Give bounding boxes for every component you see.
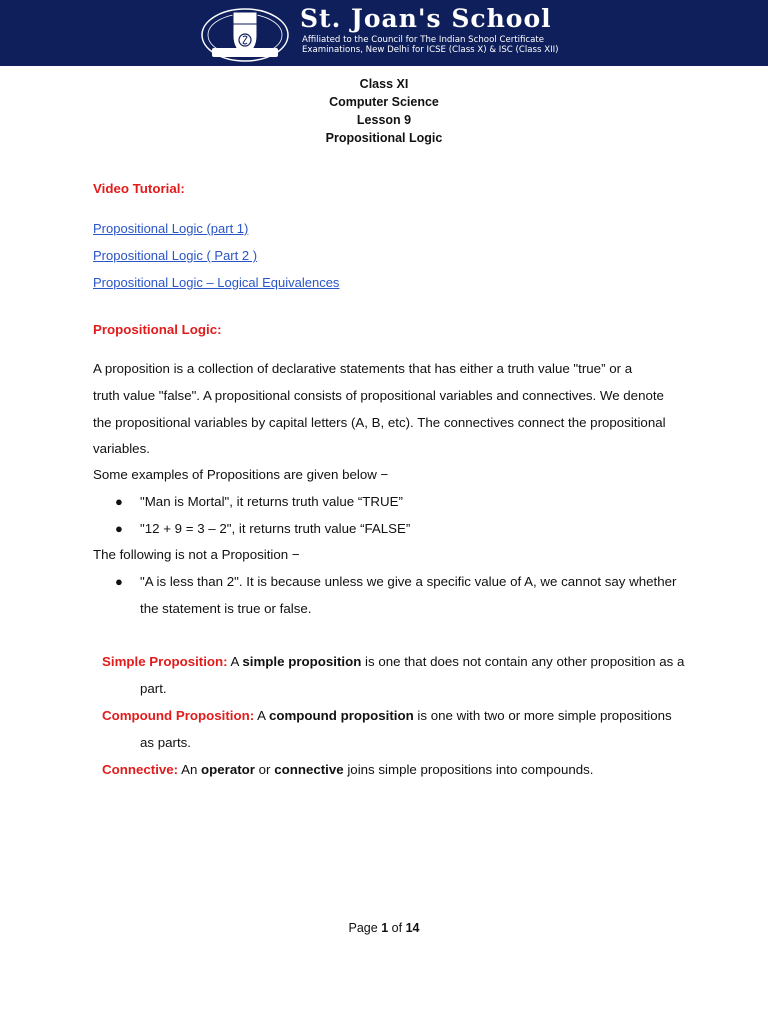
definition-term: connective	[274, 762, 344, 777]
definition-text: A	[254, 708, 269, 723]
compound-proposition-continuation: as parts.	[140, 735, 191, 750]
definition-text: or	[254, 762, 275, 777]
video-tutorial-label: Video Tutorial:	[93, 181, 185, 196]
class-heading: Class XI	[359, 77, 409, 91]
school-affiliation-tagline	[302, 35, 559, 55]
definition-term: compound proposition	[268, 708, 414, 723]
page-total-number: 14	[405, 921, 420, 935]
paragraph-line: truth value "false". A propositional consists of propositional variables and connectives. We denote	[93, 388, 664, 403]
definition-text: joins simple propositions into compounds.	[343, 762, 594, 777]
non-example-line: the statement is true or false.	[140, 601, 312, 616]
of-word: of	[391, 921, 403, 935]
paragraph-line: variables.	[93, 441, 150, 456]
example-item: "12 + 9 = 3 – 2", it returns truth value “FALSE”	[140, 521, 411, 536]
topic-heading: Propositional Logic	[325, 131, 443, 145]
tagline-line-1: Affiliated to the Council for The Indian School Certificate	[302, 35, 545, 45]
paragraph-line: the propositional variables by capital letters (A, B, etc). The connectives connect the propositional	[93, 415, 666, 430]
page-footer	[0, 921, 768, 935]
school-name: St. Joan's School	[300, 4, 552, 33]
connective-label: Connective:	[102, 762, 179, 777]
definition-text: A	[227, 654, 243, 669]
school-crest-logo	[200, 2, 290, 64]
definition-text: is one that does not contain any other proposition as a	[361, 654, 685, 669]
bullet-icon: ●	[115, 574, 123, 589]
lesson-heading: Lesson 9	[356, 113, 412, 127]
subject-heading: Computer Science	[329, 95, 439, 109]
school-header-banner	[0, 0, 768, 66]
paragraph-line: A proposition is a collection of declarative statements that has either a truth value "true” or a	[93, 361, 633, 376]
link-propositional-logic-part-1[interactable]: Propositional Logic (part 1)	[93, 221, 249, 236]
propositional-logic-section-label: Propositional Logic:	[93, 322, 222, 337]
non-example-intro: The following is not a Proposition −	[93, 547, 300, 562]
example-item: "Man is Mortal", it returns truth value “TRUE”	[140, 494, 403, 509]
compound-proposition-label: Compound Proposition:	[102, 708, 255, 723]
examples-intro: Some examples of Propositions are given below −	[93, 467, 389, 482]
definition-text: An	[178, 762, 202, 777]
non-example-line: "A is less than 2". It is because unless we give a specific value of A, we cannot say whether	[140, 574, 677, 589]
simple-proposition-label: Simple Proposition:	[102, 654, 228, 669]
compound-proposition-definition	[102, 708, 672, 723]
simple-proposition-continuation: part.	[140, 681, 167, 696]
link-propositional-logic-part-2[interactable]: Propositional Logic ( Part 2 )	[93, 248, 258, 263]
page-current-number: 1	[381, 921, 389, 935]
definition-text: is one with two or more simple propositions	[413, 708, 672, 723]
definition-term: simple proposition	[242, 654, 362, 669]
definition-term: operator	[201, 762, 255, 777]
bullet-icon: ●	[115, 494, 123, 509]
connective-definition	[102, 762, 593, 777]
bullet-icon: ●	[115, 521, 123, 536]
link-logical-equivalences[interactable]: Propositional Logic – Logical Equivalences	[93, 275, 340, 290]
tagline-line-2: Examinations, New Delhi for ICSE (Class X) & ISC (Class XII)	[302, 45, 559, 55]
simple-proposition-definition	[102, 654, 684, 669]
page-word: Page	[348, 921, 378, 935]
